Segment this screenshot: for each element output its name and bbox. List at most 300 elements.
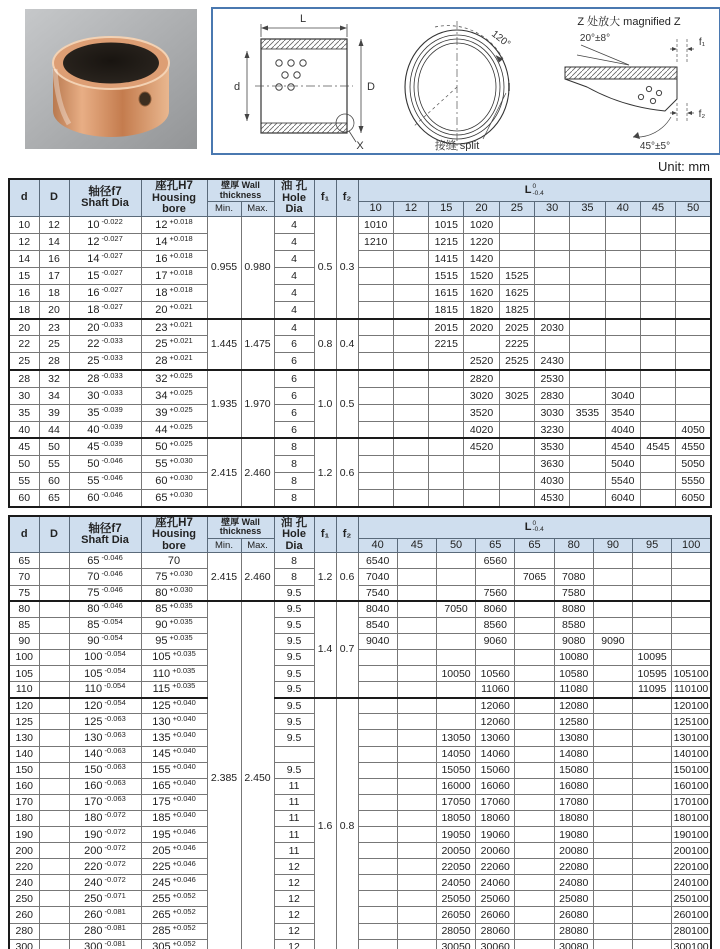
cell-L-code: 4520	[464, 438, 499, 455]
cell-D: 20	[39, 302, 69, 319]
cell-L-code	[593, 762, 632, 778]
cell-hole: 9.5	[274, 585, 314, 601]
cell-shaft: 50 $^{-0.046}$	[69, 455, 141, 472]
col-housing-bore: 座孔H7 Housing bore	[141, 179, 207, 216]
cell-L-code: 12060	[476, 714, 515, 730]
cell-L-code	[633, 633, 672, 649]
cell-hole: 4	[274, 285, 314, 302]
col-d: d	[9, 516, 39, 553]
cell-L-code: 1625	[499, 285, 534, 302]
cell-hole: 4	[274, 302, 314, 319]
cell-bore: 20 $^{+0.021}$	[141, 302, 207, 319]
col-f1: f₁	[314, 516, 336, 553]
cell-D: 17	[39, 267, 69, 284]
col-f1: f₁	[314, 179, 336, 216]
cell-L-code	[676, 387, 711, 404]
cell-L-code	[393, 353, 428, 370]
cell-L-code	[393, 319, 428, 336]
cell-shaft: 260 $^{-0.081}$	[69, 907, 141, 923]
cell-bore: 80 $^{+0.030}$	[141, 585, 207, 601]
cell-shaft: 15 $^{-0.027}$	[69, 267, 141, 284]
cell-hole: 9.5	[274, 730, 314, 746]
cell-L-code	[535, 302, 570, 319]
cell-L-code	[570, 490, 605, 507]
cell-D: 25	[39, 336, 69, 353]
cell-bore: 23 $^{+0.021}$	[141, 319, 207, 336]
cell-L-code	[593, 649, 632, 665]
cell-hole: 6	[274, 387, 314, 404]
cell-shaft: 120 $^{-0.054}$	[69, 698, 141, 714]
cell-L-code: 24080	[554, 875, 593, 891]
cell-L-code	[358, 730, 397, 746]
cell-d: 130	[9, 730, 39, 746]
table-row	[9, 387, 711, 404]
cell-L-code: 8540	[358, 617, 397, 633]
cell-L-code: 4545	[640, 438, 675, 455]
cell-L-code: 19080	[554, 826, 593, 842]
cell-L-code: 4020	[464, 421, 499, 438]
side-view-drawing	[219, 11, 387, 151]
cell-d: 15	[9, 267, 39, 284]
cell-L-code	[515, 923, 554, 939]
cell-L-code	[397, 569, 436, 585]
cell-hole: 9.5	[274, 762, 314, 778]
cell-L-code	[499, 490, 534, 507]
cell-shaft: 200 $^{-0.072}$	[69, 843, 141, 859]
cell-L-code	[570, 216, 605, 233]
cell-L-code	[393, 438, 428, 455]
cell-hole: 6	[274, 353, 314, 370]
cell-shaft: 220 $^{-0.072}$	[69, 859, 141, 875]
cell-shaft: 125 $^{-0.063}$	[69, 714, 141, 730]
cell-d: 90	[9, 633, 39, 649]
cell-L-code	[593, 601, 632, 617]
cell-D	[39, 939, 69, 949]
cell-L-code	[676, 285, 711, 302]
table-row	[9, 233, 711, 250]
cell-bore: 65 $^{+0.030}$	[141, 490, 207, 507]
cell-hole: 4	[274, 216, 314, 233]
cell-L-code	[593, 794, 632, 810]
cell-shaft: 35 $^{-0.039}$	[69, 404, 141, 421]
cell-bore: 145 $^{+0.040}$	[141, 746, 207, 762]
cell-L-code: 1020	[464, 216, 499, 233]
cell-d: 70	[9, 569, 39, 585]
col-L: 50	[436, 539, 475, 553]
header-graphics	[0, 0, 720, 155]
cell-d: 28	[9, 370, 39, 387]
cell-L-code: 19060	[476, 826, 515, 842]
cell-L-code	[397, 794, 436, 810]
cell-L-code: 28060	[476, 923, 515, 939]
cell-d: 105	[9, 666, 39, 682]
f1-label: f₁	[698, 37, 706, 48]
cell-d: 45	[9, 438, 39, 455]
cell-L-code	[640, 404, 675, 421]
cell-L-code: 1210	[358, 233, 393, 250]
cell-d: 150	[9, 762, 39, 778]
header-row	[9, 516, 711, 539]
cell-L-code	[358, 714, 397, 730]
cell-L-code	[640, 285, 675, 302]
cell-L-code	[570, 370, 605, 387]
cell-hole: 12	[274, 923, 314, 939]
cell-hole: 4	[274, 250, 314, 267]
cell-shaft: 90 $^{-0.054}$	[69, 633, 141, 649]
cell-bore: 130 $^{+0.040}$	[141, 714, 207, 730]
cell-L-code	[605, 370, 640, 387]
cell-L-code	[429, 473, 464, 490]
cell-D	[39, 891, 69, 907]
cell-L-code	[633, 859, 672, 875]
cell-bore: 125 $^{+0.040}$	[141, 698, 207, 714]
table-row	[9, 319, 711, 336]
cell-f1: 1.4	[314, 601, 336, 698]
col-wall-max: Max.	[241, 202, 274, 216]
cell-D: 39	[39, 404, 69, 421]
cell-L-code	[570, 302, 605, 319]
cell-L-code: 190100	[672, 826, 711, 842]
cell-D	[39, 714, 69, 730]
cell-L-code: 20050	[436, 843, 475, 859]
cell-L-code: 5050	[676, 455, 711, 472]
cell-L-code	[499, 473, 534, 490]
cell-L-code	[397, 826, 436, 842]
cell-shaft: 130 $^{-0.063}$	[69, 730, 141, 746]
table-row	[9, 762, 711, 778]
cell-D	[39, 843, 69, 859]
cell-wall-min: 2.415	[207, 553, 241, 601]
table-row	[9, 569, 711, 585]
cell-L-code	[593, 923, 632, 939]
cell-L-code	[570, 250, 605, 267]
table-row	[9, 216, 711, 233]
cell-D	[39, 633, 69, 649]
col-L: 12	[393, 202, 428, 216]
cell-L-code	[633, 891, 672, 907]
cell-L-code: 11080	[554, 682, 593, 698]
cell-L-code	[672, 601, 711, 617]
cell-d: 110	[9, 682, 39, 698]
cell-L-code: 10080	[554, 649, 593, 665]
cell-D	[39, 778, 69, 794]
cell-L-code	[593, 553, 632, 569]
cell-L-code	[605, 267, 640, 284]
cell-L-code: 300100	[672, 939, 711, 949]
cell-L-code	[570, 319, 605, 336]
cell-L-code	[358, 302, 393, 319]
cell-bore: 205 $^{+0.046}$	[141, 843, 207, 859]
cell-L-code	[429, 421, 464, 438]
cell-L-code	[640, 387, 675, 404]
cell-d: 100	[9, 649, 39, 665]
cell-L-code	[393, 455, 428, 472]
table-row	[9, 250, 711, 267]
col-wall-max: Max.	[241, 539, 274, 553]
cell-shaft: 12 $^{-0.027}$	[69, 233, 141, 250]
cell-L-code	[393, 490, 428, 507]
cell-L-code	[397, 810, 436, 826]
cell-L-code	[593, 907, 632, 923]
cell-L-code: 22080	[554, 859, 593, 875]
spec-table-small-sizes	[8, 178, 712, 508]
cell-L-code	[633, 778, 672, 794]
cell-shaft: 75 $^{-0.046}$	[69, 585, 141, 601]
cell-L-code	[676, 319, 711, 336]
cell-shaft: 55 $^{-0.046}$	[69, 473, 141, 490]
cell-L-code	[429, 490, 464, 507]
cell-d: 180	[9, 810, 39, 826]
cell-L-code	[397, 601, 436, 617]
table-row	[9, 455, 711, 472]
cell-L-code	[593, 730, 632, 746]
cell-wall-min: 0.955	[207, 216, 241, 319]
cell-hole: 8	[274, 569, 314, 585]
cell-L-code	[570, 267, 605, 284]
split-label: 接缝 split	[434, 140, 480, 151]
cell-L-code: 16060	[476, 778, 515, 794]
col-L: 95	[633, 539, 672, 553]
cell-L-code	[358, 698, 397, 714]
cell-L-code	[633, 698, 672, 714]
cell-d: 25	[9, 353, 39, 370]
cell-L-code	[535, 285, 570, 302]
table-row	[9, 826, 711, 842]
cell-L-code: 3230	[535, 421, 570, 438]
cell-L-code: 4050	[676, 421, 711, 438]
cell-L-code	[515, 826, 554, 842]
cell-shaft: 300 $^{-0.081}$	[69, 939, 141, 949]
cell-L-code: 17050	[436, 794, 475, 810]
cell-L-code: 18080	[554, 810, 593, 826]
cell-L-code	[515, 714, 554, 730]
cell-L-code	[499, 438, 534, 455]
cell-L-code	[393, 404, 428, 421]
cell-L-code	[515, 746, 554, 762]
cell-shaft: 30 $^{-0.033}$	[69, 387, 141, 404]
cell-L-code	[358, 438, 393, 455]
cell-L-code: 9060	[476, 633, 515, 649]
cell-L-code: 28050	[436, 923, 475, 939]
cell-f1: 0.5	[314, 216, 336, 319]
table-row	[9, 353, 711, 370]
cell-L-code: 110100	[672, 682, 711, 698]
cell-L-code: 3540	[605, 404, 640, 421]
cell-L-code	[605, 233, 640, 250]
cell-L-code	[515, 633, 554, 649]
cell-L-code: 1420	[464, 250, 499, 267]
cell-L-code	[436, 698, 475, 714]
cell-bore: 135 $^{+0.040}$	[141, 730, 207, 746]
dim-L-label: L	[299, 13, 307, 25]
cell-L-code: 5040	[605, 455, 640, 472]
cell-L-code	[429, 455, 464, 472]
cell-d: 170	[9, 794, 39, 810]
cell-L-code	[476, 649, 515, 665]
cell-L-code	[640, 336, 675, 353]
cell-L-code	[499, 250, 534, 267]
cell-L-code	[358, 666, 397, 682]
spec-table-large-sizes	[8, 515, 712, 949]
cell-bore: 25 $^{+0.021}$	[141, 336, 207, 353]
cell-D	[39, 730, 69, 746]
table-row	[9, 682, 711, 698]
cell-hole: 12	[274, 891, 314, 907]
cell-d: 55	[9, 473, 39, 490]
cell-L-code: 10595	[633, 666, 672, 682]
cell-hole: 8	[274, 473, 314, 490]
cell-hole: 11	[274, 810, 314, 826]
cell-L-code	[676, 250, 711, 267]
cell-L-code: 220100	[672, 859, 711, 875]
cell-L-code	[570, 421, 605, 438]
cell-L-code	[464, 455, 499, 472]
cell-hole: 9.5	[274, 601, 314, 617]
cell-L-code	[605, 336, 640, 353]
cell-L-code	[593, 939, 632, 949]
technical-drawing-panel	[211, 7, 720, 155]
cell-L-code	[515, 585, 554, 601]
cell-hole: 11	[274, 778, 314, 794]
cell-L-code	[515, 891, 554, 907]
cell-bore: 28 $^{+0.021}$	[141, 353, 207, 370]
cell-L-code	[633, 714, 672, 730]
cell-L-code	[358, 859, 397, 875]
cell-bore: 60 $^{+0.030}$	[141, 473, 207, 490]
cell-L-code: 4550	[676, 438, 711, 455]
col-wall-min: Min.	[207, 202, 241, 216]
cell-L-code	[515, 859, 554, 875]
cell-d: 140	[9, 746, 39, 762]
cell-bore: 85 $^{+0.035}$	[141, 601, 207, 617]
col-L: 35	[570, 202, 605, 216]
cell-L-code: 30080	[554, 939, 593, 949]
cell-L-code	[358, 843, 397, 859]
cell-L-code	[640, 216, 675, 233]
cell-L-code	[397, 553, 436, 569]
cell-L-code: 7080	[554, 569, 593, 585]
cell-D	[39, 617, 69, 633]
table-row	[9, 746, 711, 762]
cell-bore: 195 $^{+0.046}$	[141, 826, 207, 842]
cell-shaft: 280 $^{-0.081}$	[69, 923, 141, 939]
cell-D	[39, 859, 69, 875]
cell-L-code	[640, 302, 675, 319]
angle-120-label: 120°	[489, 28, 513, 51]
cell-d: 35	[9, 404, 39, 421]
cell-D	[39, 746, 69, 762]
cell-hole: 11	[274, 843, 314, 859]
cell-hole: 4	[274, 267, 314, 284]
cell-L-code: 22060	[476, 859, 515, 875]
cell-L-code	[676, 353, 711, 370]
cell-L-code	[593, 859, 632, 875]
cell-D: 14	[39, 233, 69, 250]
cell-L-code: 2430	[535, 353, 570, 370]
cell-L-code	[358, 762, 397, 778]
col-L: 80	[554, 539, 593, 553]
table-row	[9, 267, 711, 284]
cell-d: 160	[9, 778, 39, 794]
cell-L-code	[358, 923, 397, 939]
cell-L-code: 8040	[358, 601, 397, 617]
cell-shaft: 45 $^{-0.039}$	[69, 438, 141, 455]
table-row	[9, 617, 711, 633]
cell-D	[39, 923, 69, 939]
cell-L-code	[358, 746, 397, 762]
cell-L-code: 12080	[554, 698, 593, 714]
cell-L-code: 170100	[672, 794, 711, 810]
cell-L-code	[640, 267, 675, 284]
cell-L-code	[358, 267, 393, 284]
cell-L-code	[640, 319, 675, 336]
cell-L-code: 150100	[672, 762, 711, 778]
cell-hole: 6	[274, 336, 314, 353]
cell-L-code	[358, 490, 393, 507]
cell-hole: 9.5	[274, 666, 314, 682]
cell-shaft: 28 $^{-0.033}$	[69, 370, 141, 387]
cell-d: 120	[9, 698, 39, 714]
dim-d-label: d	[233, 81, 241, 93]
cell-d: 12	[9, 233, 39, 250]
cell-L-code	[358, 250, 393, 267]
cell-L-code: 7560	[476, 585, 515, 601]
cell-L-code	[429, 370, 464, 387]
cell-L-code	[393, 216, 428, 233]
table-row	[9, 649, 711, 665]
cell-L-code	[605, 216, 640, 233]
cell-L-code	[393, 336, 428, 353]
table-row	[9, 438, 711, 455]
cell-L-code	[672, 553, 711, 569]
table-row	[9, 891, 711, 907]
cell-L-code	[429, 387, 464, 404]
cell-L-code	[593, 875, 632, 891]
cell-d: 16	[9, 285, 39, 302]
cell-L-code	[358, 826, 397, 842]
cell-L-code: 26080	[554, 907, 593, 923]
cell-L-code	[499, 370, 534, 387]
cell-L-code: 2030	[535, 319, 570, 336]
cell-L-code	[633, 601, 672, 617]
cell-L-code: 4040	[605, 421, 640, 438]
cell-L-code: 4540	[605, 438, 640, 455]
unit-label: Unit: mm	[658, 159, 710, 174]
cell-L-code	[358, 336, 393, 353]
cell-d: 80	[9, 601, 39, 617]
cell-d: 10	[9, 216, 39, 233]
cell-L-code: 15050	[436, 762, 475, 778]
cell-L-code	[358, 421, 393, 438]
cell-bore: 34 $^{+0.025}$	[141, 387, 207, 404]
cell-shaft: 150 $^{-0.063}$	[69, 762, 141, 778]
cell-L-code: 4530	[535, 490, 570, 507]
cell-L-code	[393, 370, 428, 387]
cell-L-code	[515, 843, 554, 859]
cell-shaft: 140 $^{-0.063}$	[69, 746, 141, 762]
cell-L-code: 24060	[476, 875, 515, 891]
table-row	[9, 633, 711, 649]
cell-wall-max: 0.980	[241, 216, 274, 319]
cell-L-code: 14050	[436, 746, 475, 762]
cell-hole: 4	[274, 319, 314, 336]
cell-L-code	[393, 233, 428, 250]
table-row	[9, 553, 711, 569]
cell-L-code	[515, 649, 554, 665]
cell-L-code	[358, 891, 397, 907]
cell-bore: 255 $^{+0.052}$	[141, 891, 207, 907]
cell-L-code	[358, 387, 393, 404]
